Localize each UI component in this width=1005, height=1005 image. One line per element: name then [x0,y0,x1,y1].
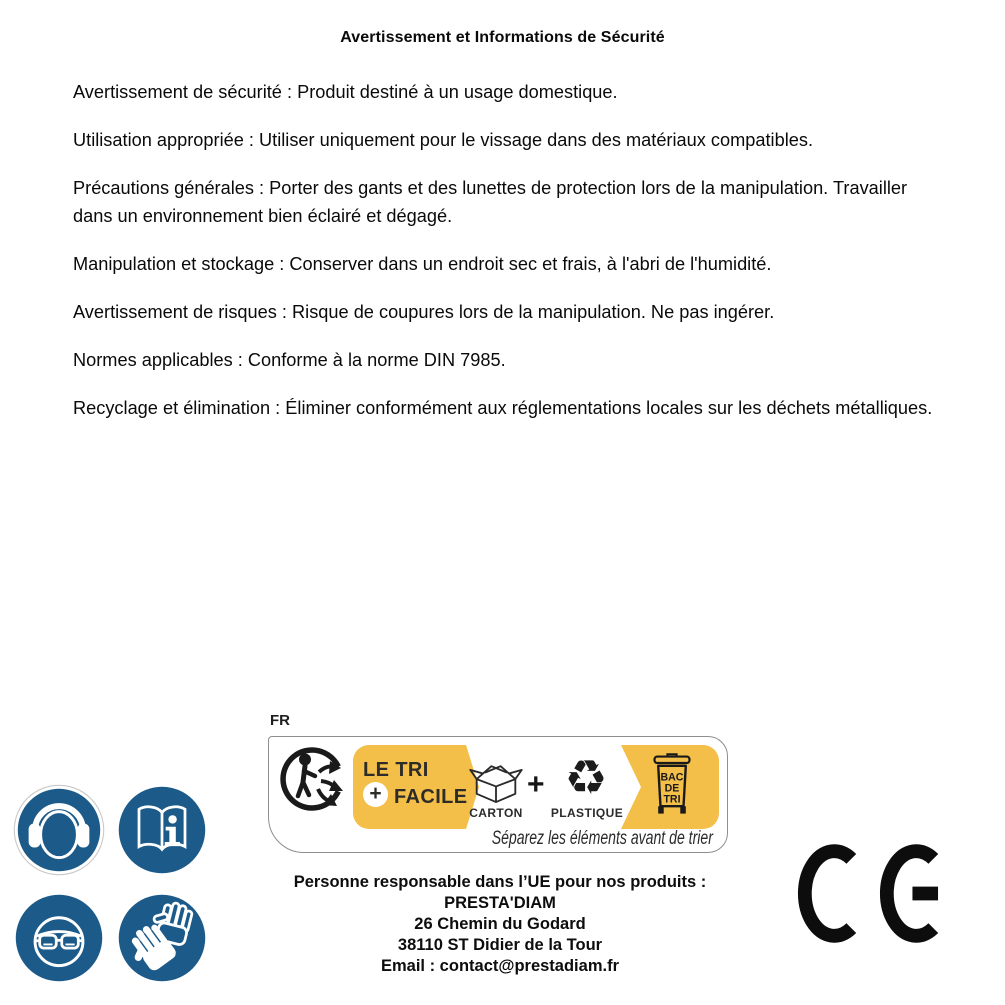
ce-letter-e [879,844,940,943]
safety-paragraph: Avertissement de sécurité : Produit destiné à un usage domestique. [73,82,618,102]
safety-paragraph: Recyclage et élimination : Éliminer conformément aux réglementations locales sur les déchets métalliques. [73,398,933,418]
safety-paragraphs [73,78,943,442]
safety-paragraph: Avertissement de risques : Risque de coupures lors de la manipulation. Ne pas ingérer. [73,302,775,322]
ce-letter-c [797,844,858,943]
safety-paragraph: Utilisation appropriée : Utiliser uniquement pour le vissage dans des matériaux compatibles. [73,130,814,150]
le-tri-text: LE TRI [363,759,429,781]
bin-text: TRI [663,793,681,806]
plus-circle-icon: + [363,782,388,807]
safety-paragraph: Précautions générales : Porter des gants et des lunettes de protection lors de la manipulation. Travailler dans un environnement bien éclairé et dégagé. [73,178,908,226]
contact-email: Email : contact@prestadiam.fr [381,957,619,975]
carton-label: CARTON [469,806,523,820]
cardboard-box-icon [469,757,523,803]
triman-icon [279,745,349,813]
ce-marking-icon [797,844,940,943]
facile-text: FACILE [394,786,468,808]
address-street: 26 Chemin du Godard [414,915,586,933]
recycling-triangle-icon: ♻ [564,750,608,806]
read-instruction-manual-icon [116,784,208,876]
wear-ear-protection-icon [13,784,105,876]
page-title: Avertissement et Informations de Sécurité [340,29,665,46]
sorting-bin-icon [649,752,695,820]
info-tri-box [268,736,728,853]
bin-text: BAC [660,771,684,784]
safety-paragraph: Normes applicables : Conforme à la norme DIN 7985. [73,350,506,370]
responsible-heading: Personne responsable dans l’UE pour nos produits : [293,873,707,891]
safety-paragraph: Manipulation et stockage : Conserver dans un endroit sec et frais, à l'abri de l'humidité. [73,254,772,274]
bin-text: DE [664,782,680,795]
responsible-person-block [150,872,850,977]
company-name: PRESTA'DIAM [444,894,556,912]
region-code: FR [270,712,290,729]
plus-separator: + [527,768,545,801]
sorting-instruction: Séparez les éléments avant de trier [491,828,713,849]
wear-eye-protection-icon [13,892,105,984]
sorting-banner [353,745,719,829]
plastique-label: PLASTIQUE [550,806,624,820]
address-city: 38110 ST Didier de la Tour [397,936,603,954]
